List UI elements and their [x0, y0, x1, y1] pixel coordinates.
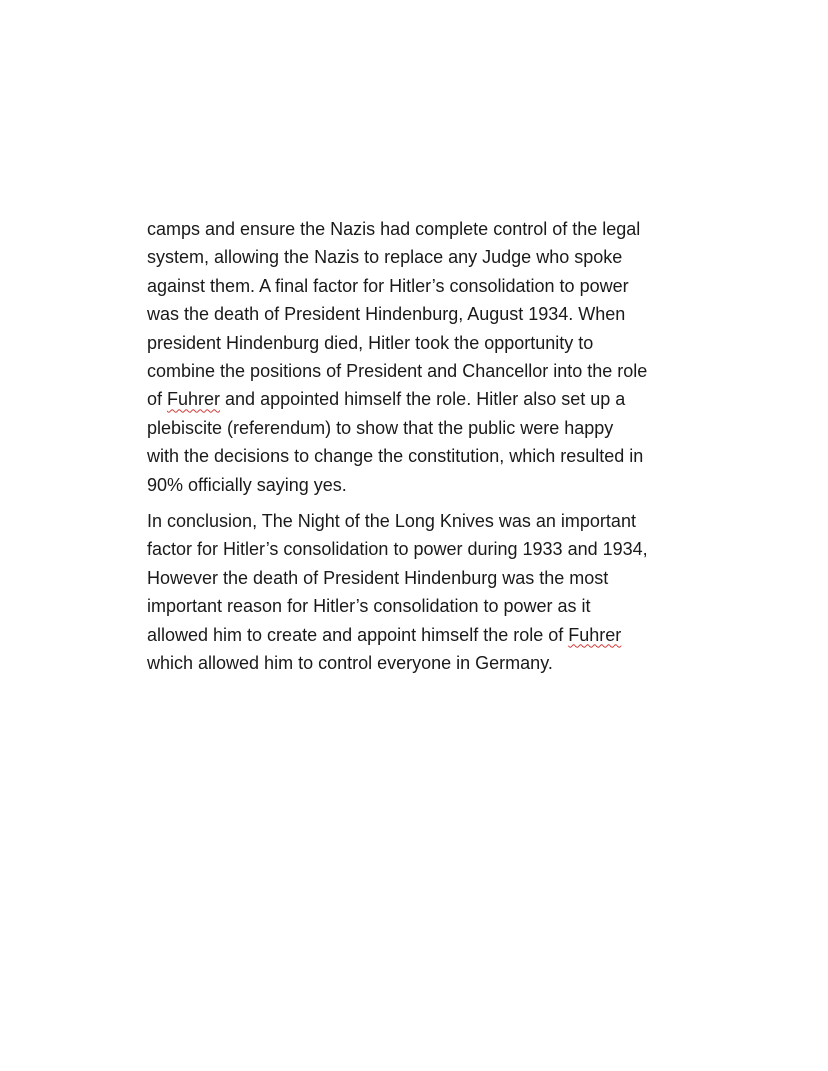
spelling-flagged-word[interactable]: Fuhrer	[167, 389, 221, 410]
text-run: camps and ensure the Nazis had complete control of the legal	[147, 219, 641, 239]
text-line	[147, 621, 707, 649]
text-run: president Hindenburg died, Hitler took the opportunity to	[147, 332, 594, 353]
text-line	[147, 215, 707, 243]
text-line	[147, 300, 707, 328]
text-line	[147, 471, 707, 499]
text-line	[147, 535, 707, 563]
text-run: However the death of President Hindenburg was the most	[147, 567, 609, 588]
text-run: In conclusion, The Night of the Long Knives was an important	[147, 511, 636, 532]
text-run: system, allowing the Nazis to replace any Judge who spoke	[147, 247, 623, 268]
text-line	[147, 243, 707, 271]
text-line	[147, 442, 707, 470]
paragraph-spacing	[147, 499, 707, 507]
text-line	[147, 385, 707, 413]
text-line	[147, 414, 707, 442]
paragraph	[147, 215, 707, 499]
text-run: factor for Hitler’s consolidation to power during 1933 and 1934,	[147, 539, 648, 560]
text-line	[147, 592, 707, 620]
text-run: important reason for Hitler’s consolidation to power as it	[147, 596, 591, 617]
text-run: was the death of President Hindenburg, August 1934. When	[147, 304, 626, 325]
text-run: which allowed him to control everyone in Germany.	[147, 653, 553, 674]
text-run: against them. A final factor for Hitler’s consolidation to power	[147, 275, 629, 296]
text-run: of	[147, 389, 168, 410]
text-run: plebiscite (referendum) to show that the public were happy	[147, 417, 614, 438]
text-line	[147, 507, 707, 535]
document-body[interactable]	[147, 215, 707, 678]
text-run: with the decisions to change the constitution, which resulted in	[147, 446, 644, 467]
paragraph	[147, 507, 707, 677]
text-run: allowed him to create and appoint himself the role of	[147, 624, 569, 645]
text-line	[147, 564, 707, 592]
text-line	[147, 272, 707, 300]
text-run: combine the positions of President and Chancellor into the role	[147, 361, 648, 382]
text-run: and appointed himself the role. Hitler also set up a	[220, 389, 626, 410]
text-run: 90% officially saying yes.	[147, 474, 347, 495]
spelling-flagged-word[interactable]: Fuhrer	[568, 624, 622, 645]
text-line	[147, 649, 707, 677]
text-line	[147, 329, 707, 357]
text-line	[147, 357, 707, 385]
